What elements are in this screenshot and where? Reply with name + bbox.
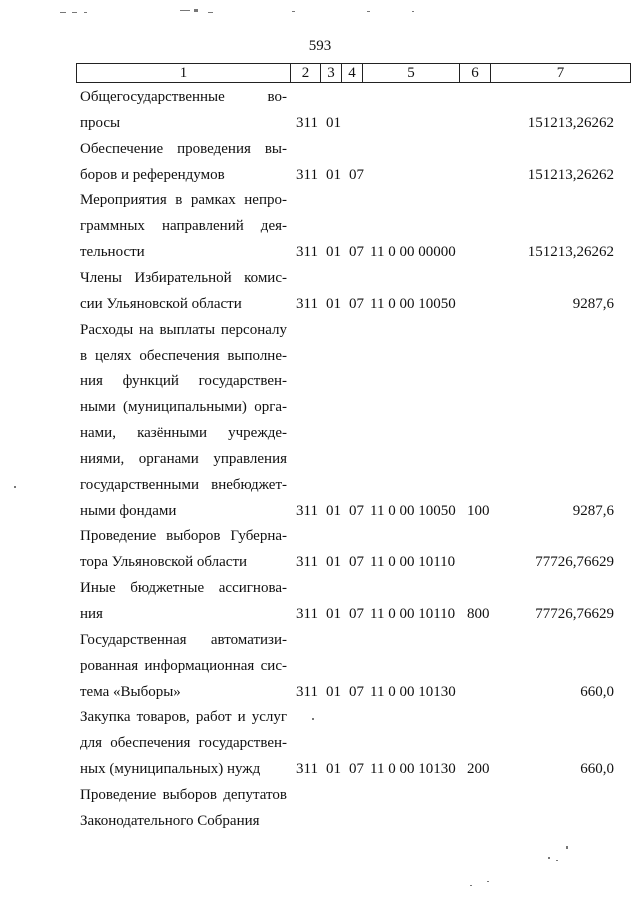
cell-col-5: 11 0 00 10130 [370, 684, 456, 700]
header-col-5: 5 [363, 64, 460, 83]
row-description-line: просы [80, 115, 121, 131]
row-description-line: Проведение выборов депутатов [80, 787, 287, 803]
cell-col-5: 11 0 00 10130 [370, 761, 456, 777]
cell-col-2: 311 [296, 244, 318, 260]
row-description-line: ния функций государствен- [80, 373, 287, 389]
cell-col-6: 100 [467, 503, 490, 519]
row-description-line: рованная информационная сис- [80, 658, 287, 674]
row-description-line: Члены Избирательной комис- [80, 270, 287, 286]
row-description-line: тельности [80, 244, 145, 260]
row-description-line: Государственная автоматизи- [80, 632, 287, 648]
row-description-line: Иные бюджетные ассигнова- [80, 580, 287, 596]
cell-col-2: 311 [296, 761, 318, 777]
header-col-7: 7 [491, 64, 631, 83]
row-description-line: ными фондами [80, 503, 177, 519]
cell-col-7: 660,0 [580, 684, 614, 700]
cell-col-4: 07 [349, 554, 364, 570]
cell-col-7: 77726,76629 [535, 554, 614, 570]
cell-col-7: 9287,6 [572, 503, 614, 519]
cell-col-2: 311 [296, 554, 318, 570]
row-description-line: тора Ульяновской области [80, 554, 248, 570]
cell-col-2: 311 [296, 115, 318, 131]
cell-col-7: 151213,26262 [527, 244, 614, 260]
cell-col-3: 01 [326, 115, 341, 131]
cell-col-3: 01 [326, 606, 341, 622]
cell-col-4: 07 [349, 167, 364, 183]
row-description-line: сии Ульяновской области [80, 296, 242, 312]
cell-col-3: 01 [326, 503, 341, 519]
cell-col-7: 151213,26262 [527, 115, 614, 131]
row-description-line: нами, казёнными учрежде- [80, 425, 287, 441]
header-col-6: 6 [460, 64, 491, 83]
cell-col-2: 311 [296, 167, 318, 183]
cell-col-4: 07 [349, 606, 364, 622]
header-col-1: 1 [77, 64, 291, 83]
cell-col-3: 01 [326, 167, 341, 183]
cell-col-4: 07 [349, 296, 364, 312]
cell-col-3: 01 [326, 244, 341, 260]
row-description-line: ных (муниципальных) нужд [80, 761, 261, 777]
row-description-line: для обеспечения государствен- [80, 735, 287, 751]
cell-col-6: 800 [467, 606, 490, 622]
cell-col-5: 11 0 00 10110 [370, 554, 456, 570]
row-description-line: Мероприятия в рамках непро- [80, 192, 287, 208]
row-description-line: в целях обеспечения выполне- [80, 348, 287, 364]
row-description-line: Расходы на выплаты персоналу [80, 322, 287, 338]
cell-col-2: 311 [296, 606, 318, 622]
row-description-line: государственными внебюджет- [80, 477, 287, 493]
header-col-2: 2 [291, 64, 321, 83]
cell-col-5: 11 0 00 10050 [370, 296, 456, 312]
row-description-line: Обеспечение проведения вы- [80, 141, 287, 157]
row-description-line: ными (муниципальными) орга- [80, 399, 287, 415]
cell-col-5: 11 0 00 10050 [370, 503, 456, 519]
cell-col-3: 01 [326, 296, 341, 312]
row-description-line: Проведение выборов Губерна- [80, 528, 287, 544]
cell-col-2: 311 [296, 503, 318, 519]
cell-col-4: 07 [349, 503, 364, 519]
header-col-4: 4 [342, 64, 363, 83]
cell-col-3: 01 [326, 554, 341, 570]
cell-col-3: 01 [326, 684, 341, 700]
cell-col-7: 77726,76629 [535, 606, 614, 622]
cell-col-4: 07 [349, 761, 364, 777]
cell-col-2: 311 [296, 684, 318, 700]
row-description-line: Закупка товаров, работ и услуг [80, 709, 287, 725]
cell-col-6: 200 [467, 761, 490, 777]
row-description-line: граммных направлений дея- [80, 218, 287, 234]
cell-col-7: 151213,26262 [527, 167, 614, 183]
row-description-line: боров и референдумов [80, 167, 225, 183]
page-number: 593 [308, 38, 332, 54]
cell-col-5: 11 0 00 00000 [370, 244, 456, 260]
cell-col-7: 660,0 [580, 761, 614, 777]
cell-col-3: 01 [326, 761, 341, 777]
cell-col-2: 311 [296, 296, 318, 312]
row-description-line: Законодательного Собрания [80, 813, 260, 829]
cell-col-4: 07 [349, 244, 364, 260]
row-description-line: Общегосударственные во- [80, 89, 287, 105]
cell-col-4: 07 [349, 684, 364, 700]
row-description-line: тема «Выборы» [80, 684, 181, 700]
cell-col-7: 9287,6 [572, 296, 614, 312]
row-description-line: ниями, органами управления [80, 451, 287, 467]
cell-col-5: 11 0 00 10110 [370, 606, 456, 622]
header-col-3: 3 [321, 64, 342, 83]
row-description-line: ния [80, 606, 103, 622]
